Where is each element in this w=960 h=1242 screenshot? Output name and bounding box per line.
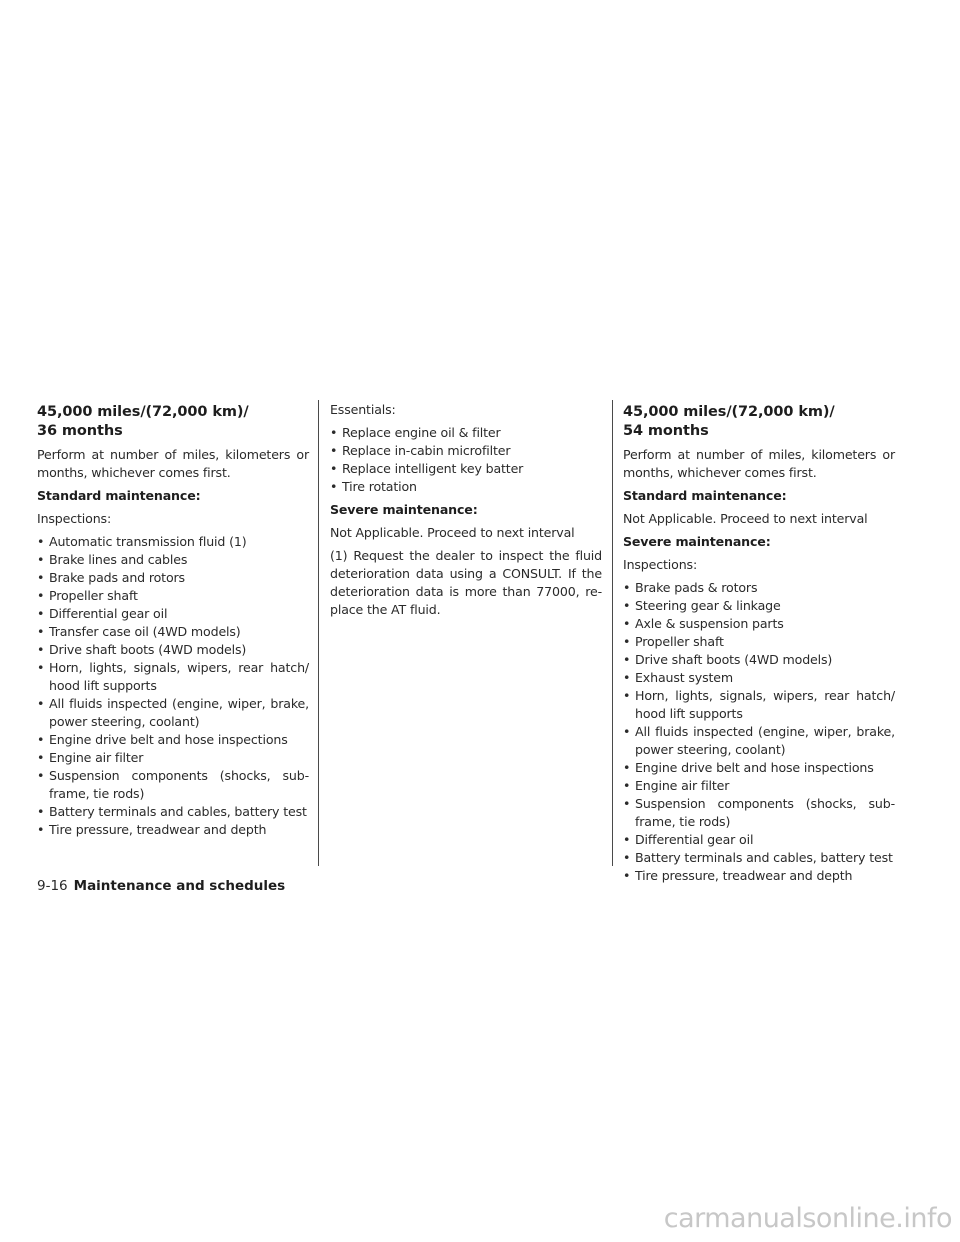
list-item: • Battery terminals and cables, battery test [623, 849, 895, 867]
list-item: • Replace engine oil & filter [330, 424, 602, 442]
list-item: • Engine drive belt and hose inspections [37, 731, 309, 749]
list-item: • All fluids inspected (engine, wiper, brake, power steering, coolant) [37, 695, 309, 731]
standard-maintenance-text: Not Applicable. Proceed to next interval [623, 511, 868, 526]
severe-maintenance-text: Not Applicable. Proceed to next interval [330, 525, 575, 540]
list-item: • Automatic transmission fluid (1) [37, 533, 309, 551]
intro-text: Perform at number of miles, kilometers or months, whichever comes first. [623, 447, 895, 480]
column-divider [318, 400, 319, 866]
heading-line1: 45,000 miles/(72,000 km)/ [623, 404, 835, 420]
page-footer [37, 877, 285, 895]
intro-text: Perform at number of miles, kilometers or months, whichever comes first. [37, 447, 309, 480]
list-item: • Engine air filter [37, 749, 309, 767]
list-item: • Brake pads and rotors [37, 569, 309, 587]
page-number: 9-16 [37, 878, 68, 894]
list-item: • Suspension components (shocks, sub- frame, tie rods) [37, 767, 309, 803]
list-item: • Brake lines and cables [37, 551, 309, 569]
list-item: • Exhaust system [623, 669, 895, 687]
list-item: • All fluids inspected (engine, wiper, brake, power steering, coolant) [623, 723, 895, 759]
inspection-list [37, 533, 309, 839]
footnote: (1) Request the dealer to inspect the fluid deterioration data using a CONSULT. If the deterioration data is more than 77000, re- place the AT fluid. [330, 548, 602, 617]
list-item: • Horn, lights, signals, wipers, rear hatch/ hood lift supports [37, 659, 309, 695]
list-item: • Differential gear oil [623, 831, 895, 849]
inspection-list [623, 579, 895, 885]
list-item: • Propeller shaft [37, 587, 309, 605]
section-heading-54-months [623, 403, 895, 441]
inspections-label: Inspections: [37, 511, 112, 526]
section-heading-36-months [37, 403, 309, 441]
list-item: • Replace intelligent key batter [330, 460, 602, 478]
heading-line2: 54 months [623, 423, 709, 439]
standard-maintenance-label: Standard maintenance: [37, 488, 201, 503]
list-item: • Engine air filter [623, 777, 895, 795]
severe-maintenance-label: Severe maintenance: [330, 502, 478, 517]
essentials-label: Essentials: [330, 402, 396, 417]
standard-maintenance-label: Standard maintenance: [623, 488, 787, 503]
list-item: • Tire pressure, treadwear and depth [623, 867, 895, 885]
list-item: • Transfer case oil (4WD models) [37, 623, 309, 641]
list-item: • Drive shaft boots (4WD models) [623, 651, 895, 669]
watermark: carmanualsonline.info [663, 1203, 952, 1234]
column-36-months [37, 403, 309, 844]
list-item: • Tire rotation [330, 478, 602, 496]
list-item: • Drive shaft boots (4WD models) [37, 641, 309, 659]
list-item: • Differential gear oil [37, 605, 309, 623]
list-item: • Steering gear & linkage [623, 597, 895, 615]
heading-line2: 36 months [37, 423, 123, 439]
essentials-list [330, 424, 602, 496]
list-item: • Battery terminals and cables, battery test [37, 803, 309, 821]
heading-line1: 45,000 miles/(72,000 km)/ [37, 404, 249, 420]
list-item: • Horn, lights, signals, wipers, rear hatch/ hood lift supports [623, 687, 895, 723]
column-54-months [623, 403, 895, 890]
list-item: • Suspension components (shocks, sub- frame, tie rods) [623, 795, 895, 831]
section-title: Maintenance and schedules [73, 878, 286, 894]
list-item: • Propeller shaft [623, 633, 895, 651]
list-item: • Engine drive belt and hose inspections [623, 759, 895, 777]
list-item: • Axle & suspension parts [623, 615, 895, 633]
severe-maintenance-label: Severe maintenance: [623, 534, 771, 549]
list-item: • Tire pressure, treadwear and depth [37, 821, 309, 839]
column-essentials [330, 401, 602, 624]
list-item: • Brake pads & rotors [623, 579, 895, 597]
column-divider [612, 400, 613, 866]
list-item: • Replace in-cabin microfilter [330, 442, 602, 460]
inspections-label: Inspections: [623, 557, 698, 572]
